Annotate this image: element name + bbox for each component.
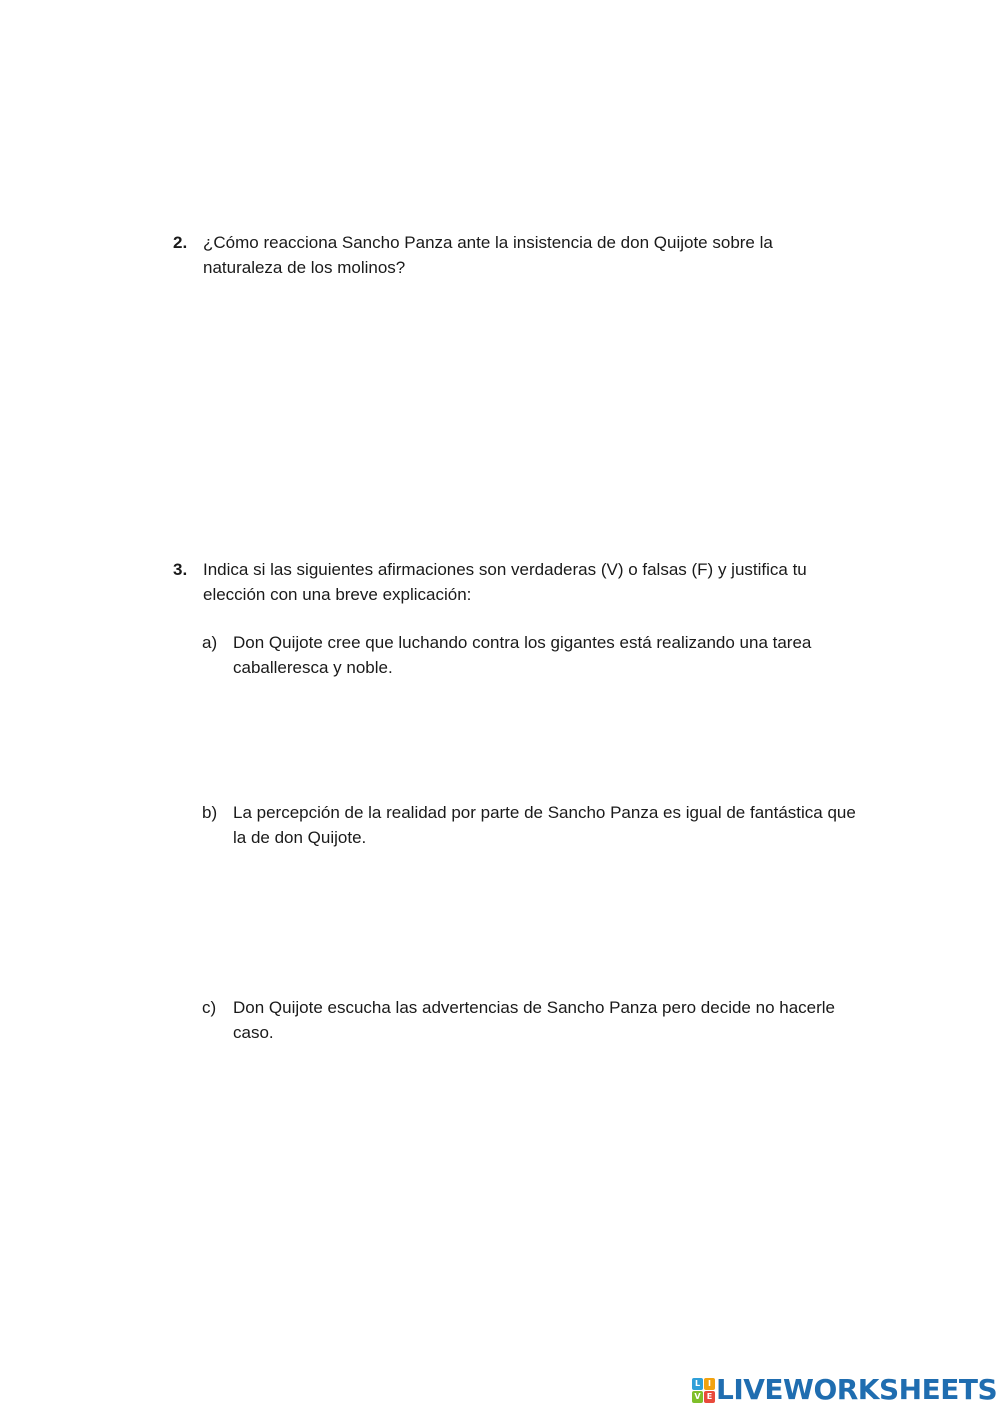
statement-text: Don Quijote cree que luchando contra los gigantes está realizando una tarea caballeresca y noble.: [233, 633, 812, 677]
logo-wordmark: LIVEWORKSHEETS: [716, 1373, 998, 1406]
statement-text: La percepción de la realidad por parte de Sancho Panza es igual de fantástica que la de don Quijote.: [233, 803, 856, 847]
question-3: [173, 558, 853, 607]
logo-mark-tile: L: [692, 1378, 703, 1390]
question-text: Indica si las siguientes afirmaciones son verdaderas (V) o falsas (F) y justifica tu elección con una breve explicación:: [203, 560, 807, 604]
liveworksheets-mark-icon: [692, 1378, 714, 1402]
statement-letter: b): [202, 803, 218, 822]
statement-b: [202, 801, 862, 850]
logo-mark-tile: E: [704, 1391, 715, 1403]
statement-c: [202, 996, 862, 1045]
logo-mark-tile: I: [704, 1378, 715, 1390]
question-2: [173, 231, 853, 280]
statement-letter: c): [202, 998, 217, 1017]
question-text: ¿Cómo reacciona Sancho Panza ante la insistencia de don Quijote sobre la naturaleza de los molinos?: [203, 233, 773, 277]
liveworksheets-logo: [692, 1374, 997, 1406]
statement-text: Don Quijote escucha las advertencias de Sancho Panza pero decide no hacerle caso.: [233, 998, 835, 1042]
statement-letter: a): [202, 633, 218, 652]
statement-a: [202, 631, 862, 680]
question-number: 3.: [173, 560, 188, 579]
question-number: 2.: [173, 233, 188, 252]
logo-mark-tile: V: [692, 1391, 703, 1403]
